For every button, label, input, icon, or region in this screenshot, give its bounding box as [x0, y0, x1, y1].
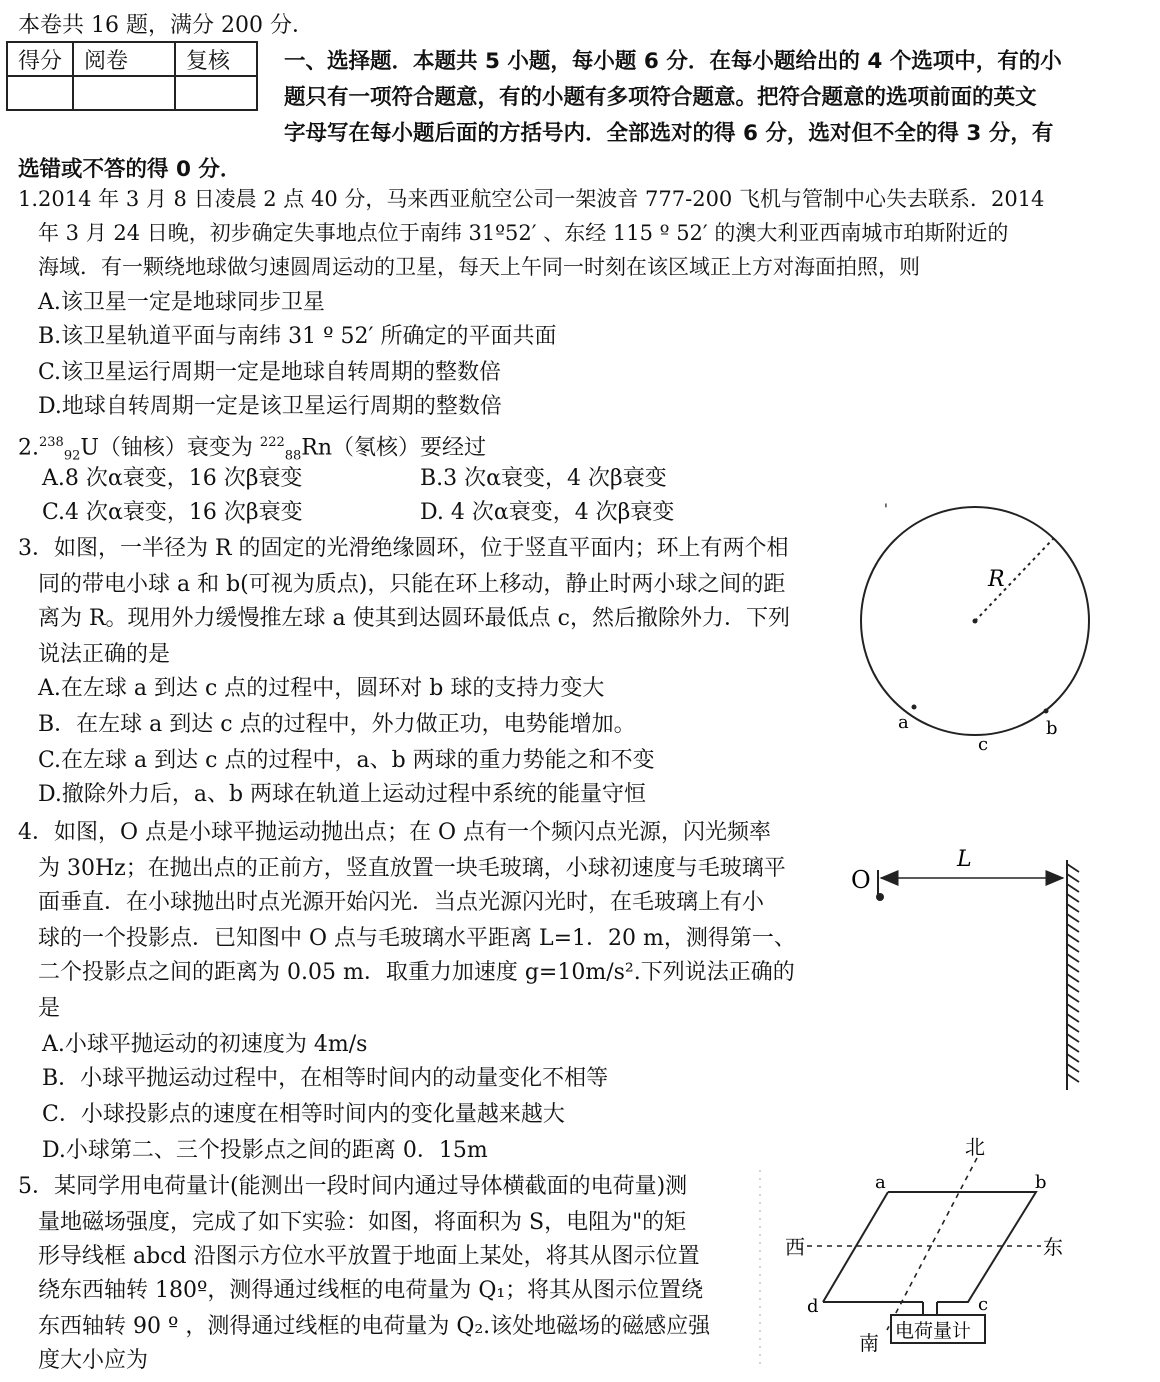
coil-c-label: c [978, 1294, 989, 1315]
score-table [6, 41, 258, 111]
q4-stem-line6: 是 [38, 996, 61, 1021]
q1-option-a: A.该卫星一定是地球同步卫星 [38, 290, 325, 315]
q1-option-d: D.地球自转周期一定是该卫星运行周期的整数倍 [38, 394, 502, 419]
ball-b [1044, 709, 1049, 714]
q5-stem-line2: 量地磁场强度，完成了如下实验：如图，将面积为 S，电阻为"的矩 [38, 1210, 687, 1235]
q4-stem-line3: 面垂直．在小球抛出时点光源开始闪光．当点光源闪光时，在毛玻璃上有小 [38, 890, 765, 915]
q3-option-b: B．在左球 a 到达 c 点的过程中，外力做正功，电势能增加。 [38, 712, 636, 737]
ball-a [912, 705, 917, 710]
q2-mass-rn: 222 [259, 435, 285, 450]
q2-option-b: B.3 次α衰变，4 次β衰变 [420, 466, 667, 491]
section-heading-line4: 选错或不答的得 0 分． [18, 157, 242, 182]
glass-hatching [1067, 864, 1079, 1082]
q4-stem-line2: 为 30Hz；在抛出点的正前方，竖直放置一块毛玻璃，小球初速度与毛玻璃平 [38, 856, 786, 881]
q2-text-b: Rn（氡核）要经过 [301, 435, 487, 461]
q4-option-a: A.小球平抛运动的初速度为 4m/s [42, 1032, 368, 1057]
q2-option-a: A.8 次α衰变，16 次β衰变 [42, 466, 303, 491]
south-label: 南 [859, 1331, 879, 1355]
q5-stem-line4: 绕东西轴转 180º，测得通过线框的电荷量为 Q₁；将其从图示位置绕 [38, 1278, 704, 1303]
ball-a-label: a [898, 712, 909, 733]
q2-z-u: 92 [63, 448, 81, 464]
ring-figure [860, 500, 1110, 770]
radius-line [975, 539, 1053, 621]
north-label: 北 [965, 1135, 985, 1159]
west-label: 西 [785, 1235, 805, 1259]
ball-o [876, 893, 884, 901]
section-heading-line2: 题只有一项符合题意，有的小题有多项符合题意。把符合题意的选项前面的英文 [284, 85, 1037, 110]
ball-b-label: b [1046, 718, 1058, 739]
q3-option-d: D.撤除外力后，a、b 两球在轨道上运动过程中系统的能量守恒 [38, 782, 647, 807]
q4-stem-line4: 球的一个投影点．已知图中 O 点与毛玻璃水平距离 L=1．20 m，测得第一、 [38, 926, 796, 951]
ring-center [973, 619, 978, 624]
score-cell[interactable] [7, 76, 73, 110]
checker-cell[interactable] [175, 76, 257, 110]
q2-text-a: U（铀核）衰变为 [80, 435, 260, 461]
coil-side-ad [823, 1192, 888, 1302]
q5-stem-line1: 5．某同学用电荷量计(能测出一段时间内通过导体横截面的电荷量)测 [18, 1174, 688, 1199]
checker-header: 复核 [175, 42, 257, 76]
q4-stem-line1: 4．如图，O 点是小球平抛运动抛出点；在 O 点有一个频闪点光源，闪光频率 [18, 820, 772, 845]
q3-option-a: A.在左球 a 到达 c 点的过程中，圆环对 b 球的支持力变大 [38, 676, 605, 701]
radius-label: R [988, 567, 1005, 592]
q1-stem-line2: 年 3 月 24 日晚，初步确定失事地点位于南纬 31º52′ 、东经 115 º 52′ 的澳大利亚西南城市珀斯附近的 [38, 221, 1009, 245]
q4-option-b: B．小球平抛运动过程中，在相等时间内的动量变化不相等 [42, 1066, 609, 1091]
q3-option-c: C.在左球 a 到达 c 点的过程中，a、b 两球的重力势能之和不变 [38, 748, 655, 773]
q5-stem-line3: 形导线框 abcd 沿图示方位水平放置于地面上某处，将其从图示位置 [38, 1244, 700, 1269]
reviewer-header: 阅卷 [73, 42, 175, 76]
q3-stem-line3: 离为 R。现用外力缓慢推左球 a 使其到达圆环最低点 c，然后撤除外力．下列 [38, 606, 790, 631]
q2-option-d: D. 4 次α衰变，4 次β衰变 [420, 500, 675, 525]
q1-option-c: C.该卫星运行周期一定是地球自转周期的整数倍 [38, 360, 502, 385]
q4-option-d: D.小球第二、三个投影点之间的距离 0．15m [42, 1138, 488, 1163]
q1-stem-line3: 海域．有一颗绕地球做匀速圆周运动的卫星，每天上午同一时刻在该区域正上方对海面拍照，则 [38, 255, 920, 279]
coil-b-label: b [1035, 1172, 1047, 1193]
coil-d-label: d [807, 1296, 819, 1317]
section-heading-line3: 字母写在每小题后面的方括号内．全部选对的得 6 分，选对但不全的得 3 分，有 [284, 121, 1054, 146]
q1-option-b: B.该卫星轨道平面与南纬 31 º 52′ 所确定的平面共面 [38, 324, 557, 349]
q3-stem-line1: 3．如图，一半径为 R 的固定的光滑绝缘圆环，位于竖直平面内；环上有两个相 [18, 536, 789, 561]
coil-figure [755, 1130, 1085, 1380]
section-heading-line1: 一、选择题．本题共 5 小题，每小题 6 分．在每小题给出的 4 个选项中，有的小 [284, 49, 1062, 74]
q3-stem-line4: 说法正确的是 [38, 642, 171, 667]
projectile-figure [845, 840, 1090, 1100]
q2-option-c: C.4 次α衰变，16 次β衰变 [42, 500, 303, 525]
point-o-label: O [851, 866, 871, 894]
north-south-axis [887, 1158, 977, 1330]
q4-stem-line5: 二个投影点之间的距离为 0.05 m．取重力加速度 g=10m/s².下列说法正确的 [38, 960, 795, 985]
distance-label: L [957, 847, 972, 872]
point-c-label: c [978, 734, 989, 755]
score-header: 得分 [7, 42, 73, 76]
q4-option-c: C．小球投影点的速度在相等时间内的变化量越来越大 [42, 1102, 565, 1127]
east-label: 东 [1043, 1235, 1063, 1259]
q5-stem-line5: 东西轴转 90 º ，测得通过线框的电荷量为 Q₂.该处地磁场的磁感应强 [38, 1314, 711, 1339]
reviewer-cell[interactable] [73, 76, 175, 110]
exam-intro: 本卷共 16 题，满分 200 分． [18, 13, 314, 38]
q2-z-rn: 88 [284, 448, 302, 464]
q3-stem-line2: 同的带电小球 a 和 b(可视为质点)，只能在环上移动，静止时两小球之间的距 [38, 572, 786, 597]
q2-number: 2. [18, 435, 39, 461]
q1-stem-line1: 1.2014 年 3 月 8 日凌晨 2 点 40 分，马来西亚航空公司一架波音 777-200 飞机与管制中心失去联系．2014 [18, 187, 1045, 211]
q5-stem-line6: 度大小应为 [38, 1348, 149, 1373]
ring-mark: ' [884, 502, 888, 518]
charge-meter-label: 电荷量计 [895, 1320, 972, 1342]
q2-mass-u: 238 [39, 435, 64, 450]
coil-a-label: a [875, 1172, 886, 1193]
